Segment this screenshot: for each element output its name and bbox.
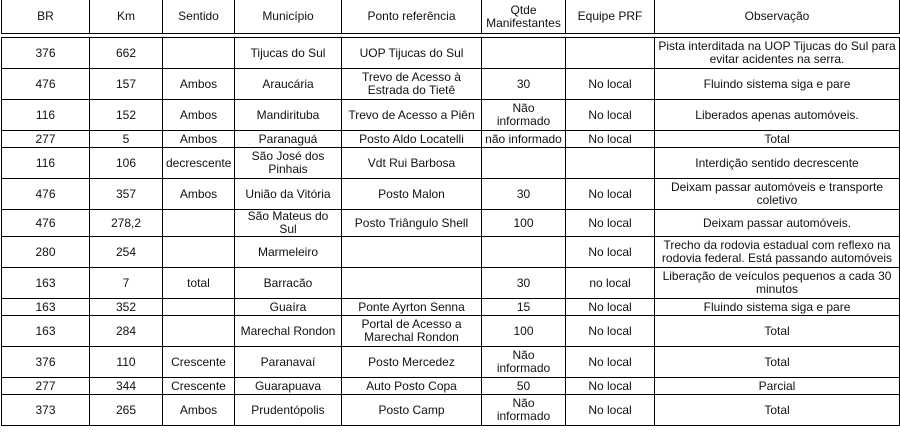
cell-municipio: Marechal Rondon <box>235 316 342 347</box>
cell-ponto: Posto Malon <box>342 179 482 210</box>
cell-ponto <box>342 237 482 268</box>
cell-br: 116 <box>2 148 90 179</box>
table-row <box>2 237 900 268</box>
cell-municipio: Guarapuava <box>235 378 342 395</box>
cell-obs: Fluindo sistema siga e pare <box>655 299 900 316</box>
header-qtde-manifestantes: Qtde Manifestantes <box>482 0 566 34</box>
cell-municipio: Guaíra <box>235 299 342 316</box>
table-row <box>2 378 900 395</box>
cell-obs: Total <box>655 347 900 378</box>
cell-municipio: Paranaguá <box>235 131 342 148</box>
cell-obs: Parcial <box>655 378 900 395</box>
cell-km: 7 <box>90 268 163 299</box>
cell-municipio: São José dos Pinhais <box>235 148 342 179</box>
cell-sentido: Crescente <box>163 347 235 378</box>
cell-br: 376 <box>2 347 90 378</box>
cell-obs: Total <box>655 395 900 426</box>
cell-sentido <box>163 237 235 268</box>
cell-br: 280 <box>2 237 90 268</box>
cell-ponto: Posto Triângulo Shell <box>342 210 482 237</box>
cell-br: 376 <box>2 38 90 69</box>
cell-sentido: Crescente <box>163 378 235 395</box>
cell-obs: Liberados apenas automóveis. <box>655 100 900 131</box>
cell-equipe: No local <box>566 299 655 316</box>
cell-sentido: Ambos <box>163 69 235 100</box>
cell-ponto: Auto Posto Copa <box>342 378 482 395</box>
cell-sentido <box>163 210 235 237</box>
cell-equipe: No local <box>566 100 655 131</box>
cell-qtde <box>482 237 566 268</box>
table-row <box>2 347 900 378</box>
cell-ponto: Portal de Acesso a Marechal Rondon <box>342 316 482 347</box>
cell-km: 662 <box>90 38 163 69</box>
cell-obs: Deixam passar automóveis. <box>655 210 900 237</box>
cell-obs: Fluindo sistema siga e pare <box>655 69 900 100</box>
cell-ponto: Vdt Rui Barbosa <box>342 148 482 179</box>
cell-qtde: 30 <box>482 179 566 210</box>
cell-br: 116 <box>2 100 90 131</box>
cell-municipio: Marmeleiro <box>235 237 342 268</box>
cell-sentido <box>163 299 235 316</box>
header-municipio: Município <box>235 0 342 34</box>
cell-br: 373 <box>2 395 90 426</box>
cell-qtde: 100 <box>482 210 566 237</box>
cell-sentido <box>163 316 235 347</box>
cell-municipio: Tijucas do Sul <box>235 38 342 69</box>
cell-sentido: Ambos <box>163 179 235 210</box>
cell-obs: Total <box>655 316 900 347</box>
cell-ponto: Posto Camp <box>342 395 482 426</box>
header-row <box>2 0 900 34</box>
cell-br: 277 <box>2 131 90 148</box>
cell-equipe <box>566 148 655 179</box>
cell-ponto: Trevo de Acesso a Piên <box>342 100 482 131</box>
cell-municipio: São Mateus do Sul <box>235 210 342 237</box>
cell-km: 352 <box>90 299 163 316</box>
cell-obs: Trecho da rodovia estadual com reflexo na rodovia federal. Está passando automóveis <box>655 237 900 268</box>
table-row <box>2 179 900 210</box>
cell-qtde: 50 <box>482 378 566 395</box>
cell-qtde: Não informado <box>482 395 566 426</box>
table-row <box>2 395 900 426</box>
table-row <box>2 100 900 131</box>
cell-obs: Pista interditada na UOP Tijucas do Sul para evitar acidentes na serra. <box>655 38 900 69</box>
cell-br: 277 <box>2 378 90 395</box>
header-sentido: Sentido <box>163 0 235 34</box>
cell-ponto: Trevo de Acesso à Estrada do Tietê <box>342 69 482 100</box>
cell-km: 357 <box>90 179 163 210</box>
cell-br: 163 <box>2 268 90 299</box>
cell-sentido: total <box>163 268 235 299</box>
cell-ponto: Ponte Ayrton Senna <box>342 299 482 316</box>
cell-sentido: decrescente <box>163 148 235 179</box>
cell-obs: Deixam passar automóveis e transporte coletivo <box>655 179 900 210</box>
cell-obs: Total <box>655 131 900 148</box>
blockade-table <box>1 0 900 426</box>
table-row <box>2 69 900 100</box>
cell-qtde <box>482 148 566 179</box>
cell-equipe <box>566 38 655 69</box>
cell-ponto: Posto Aldo Locatelli <box>342 131 482 148</box>
table-row <box>2 38 900 69</box>
header-equipe-prf: Equipe PRF <box>566 0 655 34</box>
header-km: Km <box>90 0 163 34</box>
cell-ponto <box>342 268 482 299</box>
cell-equipe: No local <box>566 378 655 395</box>
cell-km: 265 <box>90 395 163 426</box>
cell-obs: Liberação de veículos pequenos a cada 30 minutos <box>655 268 900 299</box>
header-br: BR <box>2 0 90 34</box>
cell-obs: Interdição sentido decrescente <box>655 148 900 179</box>
cell-equipe: No local <box>566 210 655 237</box>
table-row <box>2 316 900 347</box>
cell-municipio: Barracão <box>235 268 342 299</box>
cell-sentido: Ambos <box>163 131 235 148</box>
cell-qtde: não informado <box>482 131 566 148</box>
cell-ponto: UOP Tijucas do Sul <box>342 38 482 69</box>
cell-br: 476 <box>2 210 90 237</box>
cell-municipio: União da Vitória <box>235 179 342 210</box>
cell-qtde <box>482 38 566 69</box>
header-ponto-referencia: Ponto referência <box>342 0 482 34</box>
cell-municipio: Paranavaí <box>235 347 342 378</box>
cell-qtde: Não informado <box>482 100 566 131</box>
cell-qtde: 100 <box>482 316 566 347</box>
cell-equipe: No local <box>566 395 655 426</box>
table-row <box>2 299 900 316</box>
cell-equipe: No local <box>566 69 655 100</box>
cell-br: 476 <box>2 69 90 100</box>
cell-km: 110 <box>90 347 163 378</box>
cell-sentido: Ambos <box>163 100 235 131</box>
cell-equipe: No local <box>566 179 655 210</box>
cell-sentido <box>163 38 235 69</box>
cell-sentido: Ambos <box>163 395 235 426</box>
cell-municipio: Prudentópolis <box>235 395 342 426</box>
table-row <box>2 131 900 148</box>
cell-equipe: No local <box>566 316 655 347</box>
cell-km: 5 <box>90 131 163 148</box>
cell-municipio: Mandirituba <box>235 100 342 131</box>
table-row <box>2 268 900 299</box>
cell-equipe: No local <box>566 237 655 268</box>
table-row <box>2 210 900 237</box>
cell-equipe: no local <box>566 268 655 299</box>
cell-km: 254 <box>90 237 163 268</box>
cell-km: 152 <box>90 100 163 131</box>
cell-qtde: 30 <box>482 69 566 100</box>
cell-km: 344 <box>90 378 163 395</box>
header-observacao: Observação <box>655 0 900 34</box>
cell-municipio: Araucária <box>235 69 342 100</box>
cell-br: 163 <box>2 316 90 347</box>
cell-km: 157 <box>90 69 163 100</box>
cell-br: 163 <box>2 299 90 316</box>
cell-qtde: 30 <box>482 268 566 299</box>
cell-qtde: 15 <box>482 299 566 316</box>
cell-ponto: Posto Mercedez <box>342 347 482 378</box>
cell-km: 284 <box>90 316 163 347</box>
table-row <box>2 148 900 179</box>
cell-equipe: No local <box>566 347 655 378</box>
cell-br: 476 <box>2 179 90 210</box>
cell-qtde: Não informado <box>482 347 566 378</box>
cell-equipe: No local <box>566 131 655 148</box>
cell-km: 278,2 <box>90 210 163 237</box>
cell-km: 106 <box>90 148 163 179</box>
